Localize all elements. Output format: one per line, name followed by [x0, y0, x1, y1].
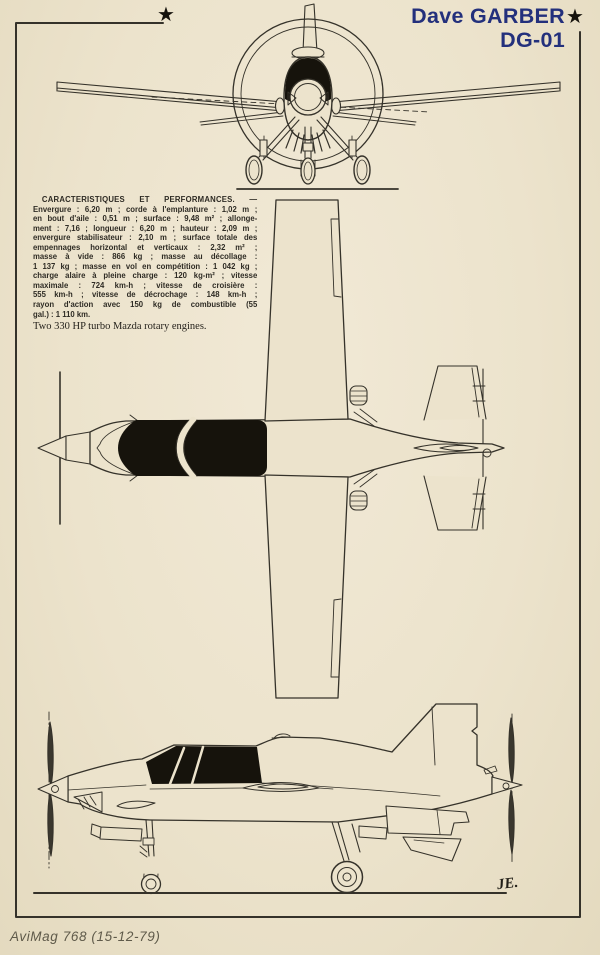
specs-text-block: [33, 195, 257, 319]
spec-line: CARACTERISTIQUES ET PERFORMANCES. —: [41, 195, 258, 204]
spec-line: masse à vide : 866 kg ; masse au décollage :: [33, 252, 258, 262]
side-fuselage: [68, 704, 493, 822]
spec-line: empennages horizontal et verticaux : 2,32 m² ;: [33, 242, 258, 252]
spec-line: charge alaire à pleine charge : 120 kg-m² ; vitesse: [33, 271, 258, 281]
title-line-1: Dave GARBER: [411, 4, 565, 28]
page-title: [411, 4, 565, 52]
plan-canopy: [118, 420, 267, 476]
spec-line: 1 137 kg ; masse en vol en compétition : 1 042 kg ;: [33, 261, 258, 271]
magazine-footer: AviMag 768 (15-12-79): [10, 929, 161, 944]
plan-wing-left: [265, 200, 348, 421]
plan-wing-right: [265, 475, 348, 698]
spec-line: maximale : 724 km-h ; vitesse de croisière :: [33, 280, 258, 290]
star-icon-right: ★: [566, 6, 584, 28]
title-line-2: DG-01: [500, 28, 565, 52]
spec-line: ment : 7,16 ; longueur : 6,20 m ; hauteur : 2,09 m ;: [33, 223, 258, 233]
artist-signature: JE.: [496, 874, 520, 894]
spec-line: gal.) : 1 110 km.: [33, 309, 91, 319]
side-view-drawing: [34, 704, 522, 894]
spec-line: 555 km-h ; vitesse de décrochage : 148 km-h ;: [33, 290, 258, 300]
spec-line: Envergure : 6,20 m ; corde à l'emplanture : 1,02 m ;: [33, 204, 258, 214]
spec-line: en bout d'aile : 0,51 m ; surface : 9,48 m² ; allonge-: [33, 214, 258, 224]
engines-note: Two 330 HP turbo Mazda rotary engines.: [33, 321, 207, 332]
star-icon-left: ★: [157, 4, 175, 26]
spec-line: envergure stabilisateur : 2,10 m ; surface totale des: [33, 233, 258, 243]
spec-line: rayon d'action avec 150 kg de combustible (55: [33, 300, 258, 310]
